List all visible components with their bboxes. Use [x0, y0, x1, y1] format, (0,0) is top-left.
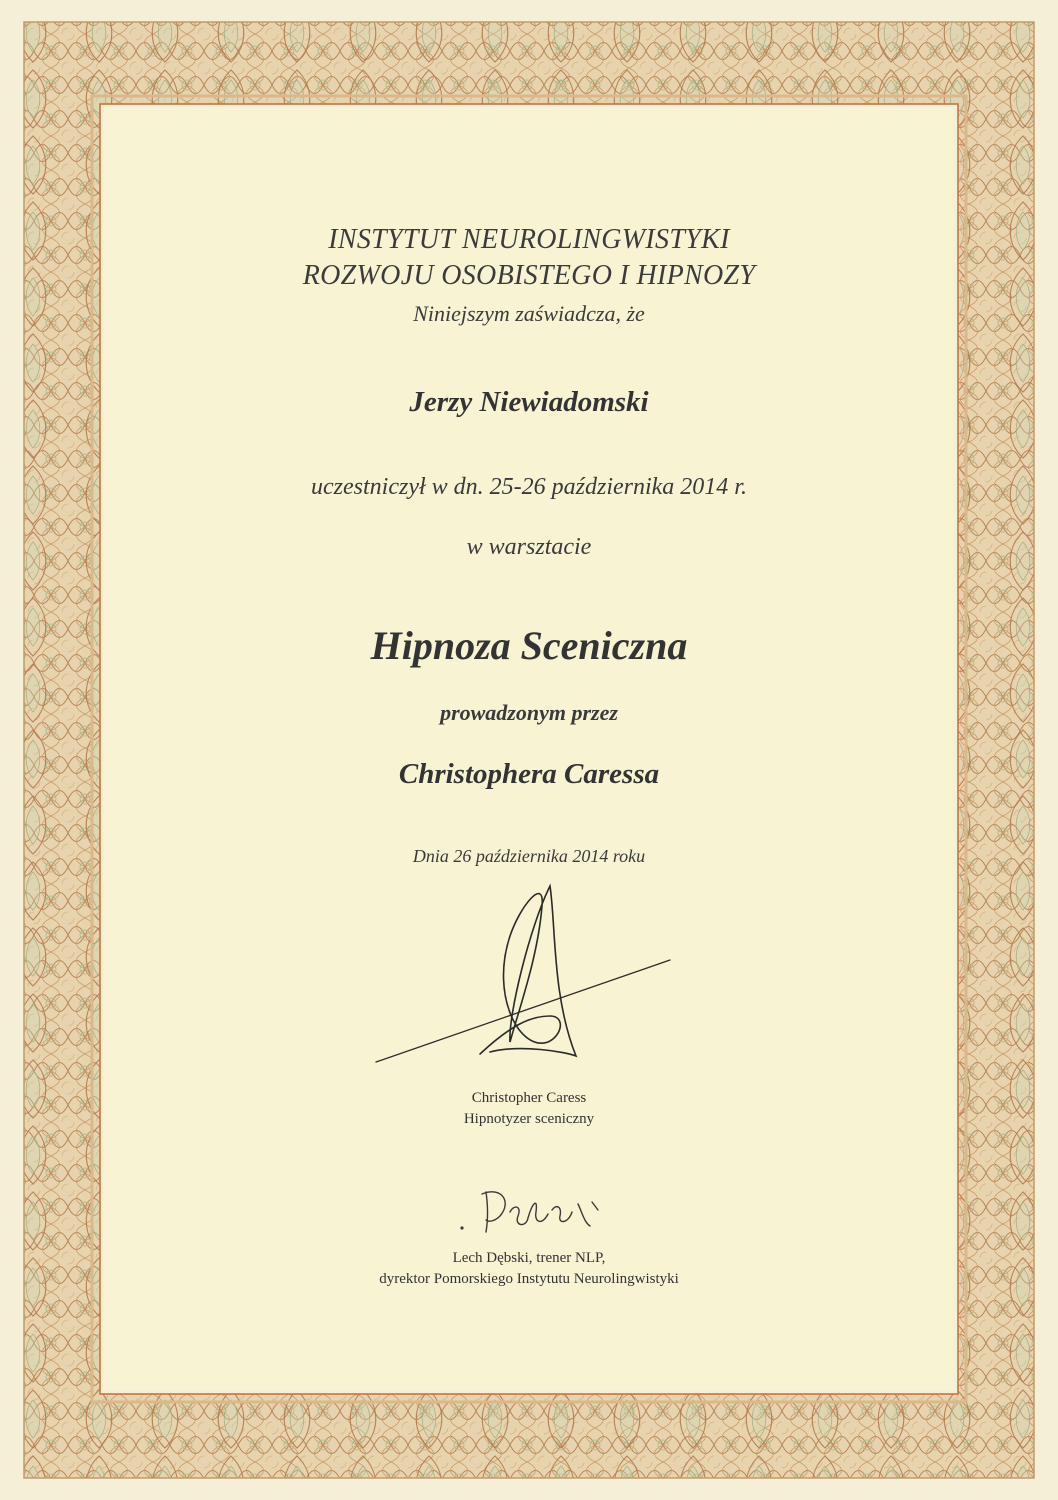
trainer-name: Christophera Caressa	[398, 758, 660, 790]
second-signatory-role: dyrektor Pomorskiego Instytutu Neurolingwistyki	[379, 1271, 679, 1287]
signature-christopher-caress	[370, 866, 690, 1076]
workshop-title: Hipnoza Sceniczna	[370, 623, 688, 668]
first-signatory-name: Christopher Caress	[471, 1090, 587, 1106]
recipient-name: Jerzy Niewiadomski	[409, 386, 649, 418]
first-signatory-role: Hipnotyzer sceniczny	[463, 1111, 595, 1127]
certifies-text: Niniejszym zaświadcza, że	[413, 301, 645, 326]
second-signatory-name: Lech Dębski, trener NLP,	[452, 1250, 606, 1266]
led-by-text: prowadzonym przez	[440, 700, 618, 725]
institute-name-line2: ROZWOJU OSOBISTEGO I HIPNOZY	[302, 260, 756, 291]
issue-date: Dnia 26 października 2014 roku	[412, 846, 646, 866]
signature-lech-debski	[452, 1182, 622, 1242]
workshop-intro: w warsztacie	[466, 534, 592, 560]
institute-name-line1: INSTYTUT NEUROLINGWISTYKI	[328, 224, 730, 255]
participation-text: uczestniczył w dn. 25-26 października 2014 r.	[311, 474, 747, 500]
certificate-body	[104, 108, 954, 1390]
